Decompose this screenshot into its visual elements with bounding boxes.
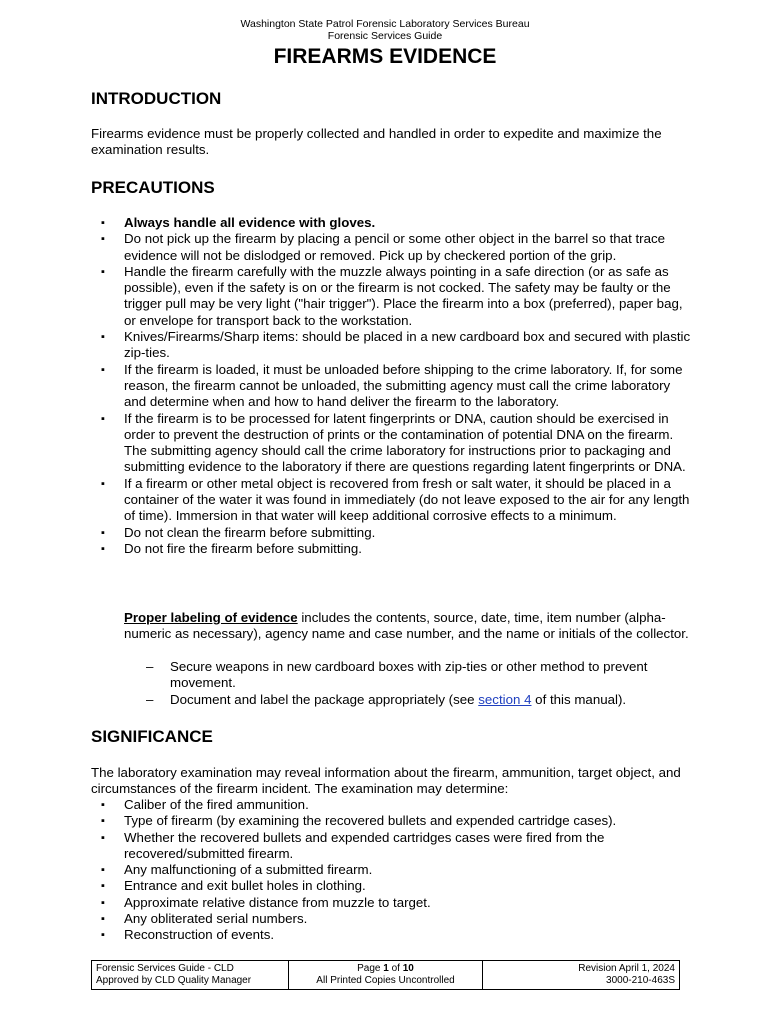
labeling-subitem xyxy=(146,692,691,708)
header-guide-name: Forensic Services Guide xyxy=(327,30,443,42)
significance-item: ▪ Reconstruction of events. xyxy=(91,927,691,943)
significance-item: ▪ Caliber of the fired ammunition. xyxy=(91,797,691,813)
page-total: 10 xyxy=(402,963,414,974)
precaution-item: ▪ Knives/Firearms/Sharp items: should be placed in a new cardboard box and secured with plastic zip-ties. xyxy=(91,329,691,362)
significance-list xyxy=(91,797,691,944)
footer-guide: Forensic Services Guide - CLD xyxy=(96,963,234,974)
precaution-item: ▪ Do not pick up the firearm by placing a pencil or some other object in the barrel so that trace evidence will not be dislodged or removed. Pick up by checkered portion of the grip. xyxy=(91,231,691,264)
precaution-item: ▪ Do not fire the firearm before submitting. xyxy=(91,541,691,557)
significance-heading: SIGNIFICANCE xyxy=(91,727,213,746)
footer-copies-note: All Printed Copies Uncontrolled xyxy=(316,975,455,986)
precaution-item: ▪ If the firearm is to be processed for latent fingerprints or DNA, caution should be exercised in order to prevent the destruction of prints or the contamination of potential DNA on the firearm. The submitting agency should call the crime laboratory for instructions prior to packaging and submitting evidence to the laboratory if there are questions regarding latent fingerprints or DNA. xyxy=(91,411,691,476)
page-current: 1 xyxy=(383,963,389,974)
footer-left xyxy=(92,961,289,990)
subitem-text: of this manual). xyxy=(531,691,627,707)
precaution-item: ▪ Do not clean the firearm before submitting. xyxy=(91,525,691,541)
labeling-text: includes the contents, source, date, time, item number (alpha-numeric as necessary), agency name and case number, and the name or initials of the collector. xyxy=(124,610,689,642)
significance-item: ▪ Any malfunctioning of a submitted firearm. xyxy=(91,862,691,878)
precaution-item: ▪ If a firearm or other metal object is recovered from fresh or salt water, it should be placed in a container of the water it was found in immediately (do not leave exposed to the air for any length of time). Immersion in that water will keep additional corrosive effects to a minimum. xyxy=(91,476,691,525)
precautions-heading: PRECAUTIONS xyxy=(91,178,215,197)
footer-center xyxy=(289,961,483,990)
labeling-subitem: – Secure weapons in new cardboard boxes with zip-ties or other method to prevent movement. xyxy=(146,659,691,692)
footer-revision: Revision April 1, 2024 xyxy=(578,963,675,974)
header-organization: Washington State Patrol Forensic Laboratory Services Bureau xyxy=(240,18,530,30)
footer-right xyxy=(483,961,680,990)
precaution-item: ▪ If the firearm is loaded, it must be unloaded before shipping to the crime laboratory. If, for some reason, the firearm cannot be unloaded, the submitting agency must call the crime laboratory and determine when and how to hand deliver the firearm to the laboratory. xyxy=(91,362,691,411)
footer-doc-number: 3000-210-463S xyxy=(606,975,675,986)
introduction-text: Firearms evidence must be properly collected and handled in order to expedite and maximize the examination results. xyxy=(91,126,662,158)
precautions-list xyxy=(91,215,691,557)
subitem-text: Document and label the package appropriately (see xyxy=(170,691,479,707)
introduction-heading: INTRODUCTION xyxy=(91,89,222,108)
significance-item: ▪ Entrance and exit bullet holes in clothing. xyxy=(91,878,691,894)
significance-item: ▪ Whether the recovered bullets and expended cartridges cases were fired from the recovered/submitted firearm. xyxy=(91,830,691,863)
significance-text: The laboratory examination may reveal information about the firearm, ammunition, target object, and circumstances of the firearm incident. The examination may determine: xyxy=(91,765,681,797)
significance-item: ▪ Approximate relative distance from muzzle to target. xyxy=(91,895,691,911)
labeling-sublist xyxy=(146,659,691,708)
labeling-paragraph xyxy=(124,610,691,643)
footer-page-number xyxy=(293,963,478,975)
labeling-lead: Proper labeling of evidence xyxy=(124,610,298,625)
section-4-link[interactable]: section 4 xyxy=(478,691,532,707)
page-prefix: Page xyxy=(357,963,384,974)
precaution-item: ▪ Handle the firearm carefully with the muzzle always pointing in a safe direction (or as safe as possible), even if the safety is on or the firearm is not cocked. The safety may be faulty or the trigger pull may be very light ("hair trigger"). Place the firearm into a box (preferred), paper bag, or envelope for transport back to the workstation. xyxy=(91,264,691,329)
precaution-item: ▪ Always handle all evidence with gloves. xyxy=(91,215,691,231)
page-title: FIREARMS EVIDENCE xyxy=(273,45,497,68)
page-footer xyxy=(91,960,680,990)
page-of: of xyxy=(388,963,403,974)
footer-approval: Approved by CLD Quality Manager xyxy=(96,975,252,986)
significance-item: ▪ Any obliterated serial numbers. xyxy=(91,911,691,927)
significance-item: ▪ Type of firearm (by examining the recovered bullets and expended cartridge cases). xyxy=(91,813,691,829)
